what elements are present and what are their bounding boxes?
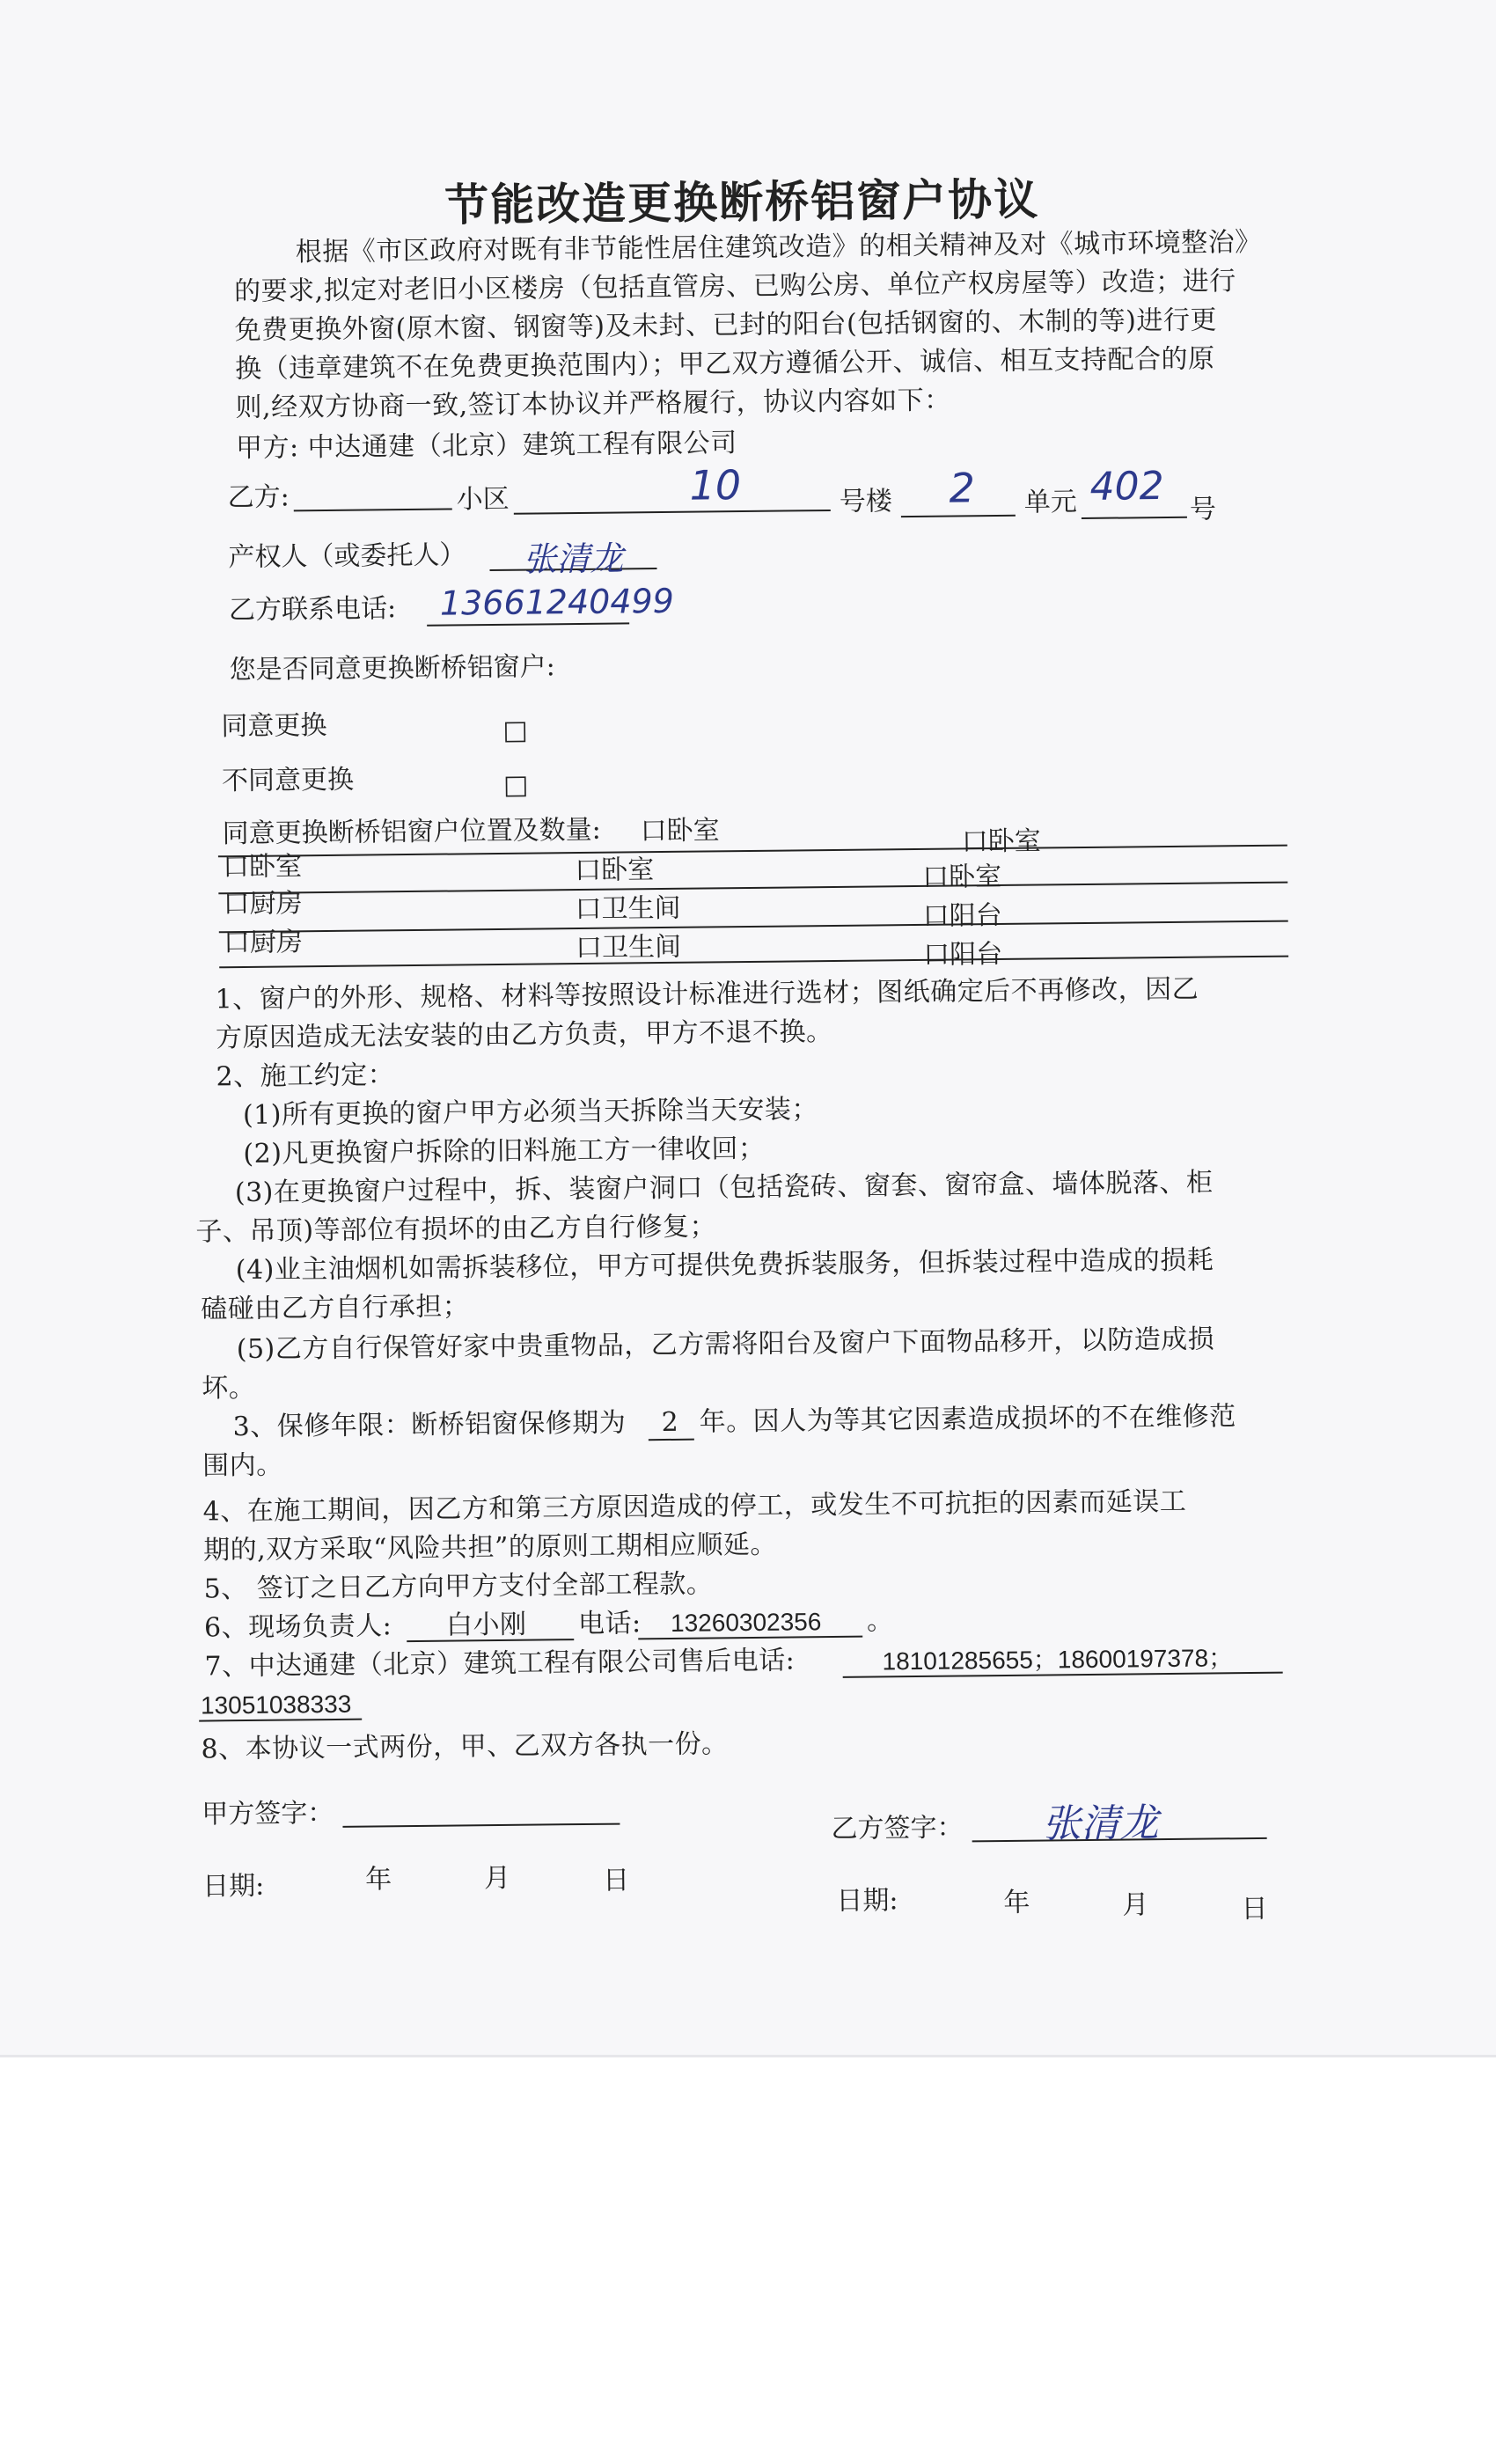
unit-label: 单元	[1023, 487, 1077, 518]
party-b-date-label: 日期:	[836, 1885, 898, 1918]
site-manager-name: 白小刚	[445, 1609, 527, 1641]
party-b-year: 年	[1003, 1887, 1030, 1919]
intro-line-2: 的要求,拟定对老旧小区楼房（包括直管房、已购公房、单位产权房屋等）改造；进行	[234, 266, 1236, 308]
building-label: 号楼	[839, 486, 892, 517]
position-kitchen-2[interactable]: 口厨房	[223, 927, 304, 959]
clause-3-prefix: 3、保修年限：断桥铝窗保修期为	[232, 1407, 627, 1443]
clause-2-item-3-line-1: (3)在更换窗户过程中，拆、装窗户洞口（包括瓷砖、窗套、窗帘盒、墙体脱落、柜	[234, 1167, 1214, 1209]
room-number-handwritten: 402	[1089, 464, 1164, 510]
owner-label: 产权人（或委托人）	[228, 539, 466, 574]
intro-line-5: 则,经双方协商一致,签订本协议并严格履行，协议内容如下：	[235, 385, 951, 424]
party-a-year: 年	[364, 1864, 392, 1896]
party-a: 甲方: 中达通建（北京）建筑工程有限公司	[235, 428, 737, 465]
position-bedroom-4[interactable]: 口卧室	[574, 854, 655, 887]
clause-2-item-5-line-2: 坏。	[202, 1372, 256, 1404]
party-a-day: 日	[602, 1865, 630, 1896]
position-balcony-2[interactable]: 口阳台	[922, 938, 1003, 971]
clause-7-prefix: 7、中达通建（北京）建筑工程有限公司售后电话:	[204, 1645, 796, 1683]
unit-number-handwritten: 2	[949, 464, 976, 512]
option-disagree-label: 不同意更换	[221, 764, 355, 797]
option-agree-checkbox[interactable]: □	[502, 715, 528, 746]
party-b-name-line	[294, 508, 452, 511]
document-title: 节能改造更换断桥铝窗户协议	[444, 172, 1040, 231]
party-b-label: 乙方:	[227, 481, 290, 514]
party-b-day: 日	[1241, 1893, 1268, 1925]
position-bathroom-2[interactable]: 口卫生间	[575, 931, 682, 964]
party-a-signature-label: 甲方签字：	[202, 1797, 334, 1830]
positions-label: 同意更换断桥铝窗户位置及数量:	[222, 814, 601, 850]
position-bedroom-3[interactable]: 口卧室	[222, 851, 303, 884]
clause-5: 5、 签订之日乙方向甲方支付全部工程款。	[203, 1568, 714, 1605]
clause-3-line-2: 围内。	[202, 1449, 283, 1482]
clause-4-line-2: 期的,双方采取“风险共担”的原则工期相应顺延。	[202, 1529, 778, 1566]
clause-2-item-5-line-1: (5)乙方自行保管好家中贵重物品，乙方需将阳台及窗户下面物品移开，以防造成损	[236, 1324, 1215, 1366]
consent-question: 您是否同意更换断桥铝窗户:	[229, 651, 555, 686]
warranty-years: 2	[661, 1406, 679, 1439]
clause-1-line-1: 1、窗户的外形、规格、材料等按照设计标准进行选材；图纸确定后不再修改，因乙	[215, 973, 1199, 1016]
room-label: 号	[1189, 494, 1217, 525]
site-manager-phone: 13260302356	[670, 1608, 822, 1637]
site-manager-phone-label: 电话:	[577, 1608, 642, 1640]
option-agree-label: 同意更换	[221, 709, 327, 743]
position-kitchen-1[interactable]: 口厨房	[223, 888, 303, 920]
clause-8: 8、本协议一式两份，甲、乙双方各执一份。	[201, 1728, 729, 1765]
intro-line-1: 根据《市区政府对既有非节能性居住建筑改造》的相关精神及对《城市环境整治》	[295, 226, 1262, 268]
grid-line-2	[218, 882, 1287, 895]
intro-line-4: 换（违章建筑不在免费更换范围内）；甲乙双方遵循公开、诚信、相互支持配合的原	[234, 343, 1215, 385]
clause-6-prefix: 6、现场负责人:	[203, 1610, 392, 1644]
clause-2-item-4-line-2: 磕碰由乙方自行承担；	[201, 1291, 470, 1325]
owner-signature-handwritten: 张清龙	[523, 539, 624, 579]
community-line	[514, 510, 831, 515]
grid-line-4	[219, 956, 1288, 969]
party-b-month: 月	[1122, 1889, 1149, 1921]
building-number-handwritten: 10	[689, 461, 742, 510]
position-bedroom-5[interactable]: 口卧室	[922, 861, 1002, 893]
clause-1-line-2: 方原因造成无法安装的由乙方负责，甲方不退不换。	[215, 1016, 833, 1054]
party-a-month: 月	[483, 1862, 511, 1895]
room-line	[1082, 517, 1187, 519]
clause-2-item-2: (2)凡更换窗户拆除的旧料施工方一律收回；	[243, 1133, 766, 1170]
clause-2-heading: 2、施工约定：	[216, 1060, 395, 1093]
aftersales-phones: 18101285655；18600197378；	[882, 1644, 1234, 1676]
option-disagree-checkbox[interactable]: □	[502, 769, 529, 801]
clause-2-item-3-line-2: 子、吊顶)等部位有损坏的由乙方自行修复；	[195, 1211, 717, 1248]
party-b-signature-label: 乙方签字：	[831, 1812, 964, 1845]
community-label: 小区	[456, 483, 510, 516]
clause-2-item-4-line-1: (4)业主油烟机如需拆装移位，甲方可提供免费拆装服务，但拆装过程中造成的损耗	[235, 1244, 1214, 1287]
party-b-signature-handwritten: 张清龙	[1042, 1800, 1159, 1847]
clause-4-line-1: 4、在施工期间，因乙方和第三方原因造成的停工，或发生不可抗拒的因素而延误工	[202, 1485, 1187, 1528]
warranty-years-line	[649, 1439, 694, 1441]
party-a-signature-line[interactable]	[342, 1823, 620, 1828]
phone-line	[427, 622, 629, 626]
aftersales-phone-2: 13051038333	[200, 1690, 352, 1720]
party-a-date-label: 日期:	[202, 1870, 265, 1903]
position-bedroom-1[interactable]: 口卧室	[640, 815, 720, 847]
position-balcony-1[interactable]: 口阳台	[922, 899, 1002, 932]
phone-label: 乙方联系电话:	[228, 593, 397, 627]
phone-handwritten: 13661240499	[439, 581, 675, 623]
building-line	[901, 515, 1016, 517]
intro-line-3: 免费更换外窗(原木窗、钢窗等)及未封、已封的阳台(包括钢窗的、木制的等)进行更	[234, 304, 1218, 347]
position-bedroom-2[interactable]: 口卧室	[961, 825, 1041, 858]
clause-6-end: 。	[866, 1605, 894, 1637]
grid-line-3	[219, 920, 1288, 934]
position-bathroom-1[interactable]: 口卫生间	[575, 892, 681, 926]
clause-3-suffix: 年。因人为等其它因素造成损坏的不在维修范	[699, 1401, 1236, 1438]
clause-2-item-1: (1)所有更换的窗户甲方必须当天拆除当天安装；	[242, 1094, 819, 1132]
